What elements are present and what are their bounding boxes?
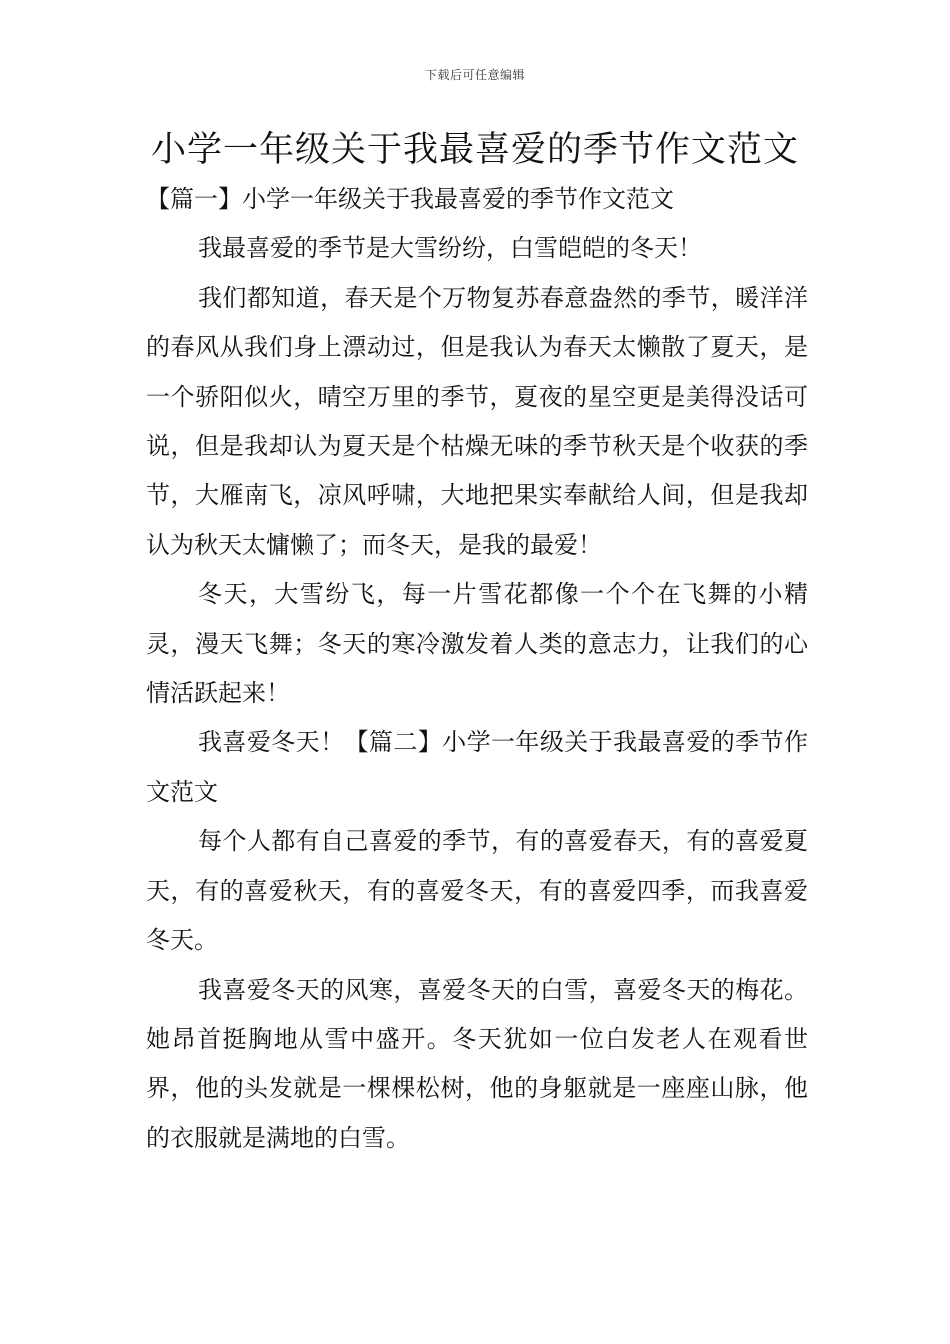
paragraph: 我喜爱冬天的风寒，喜爱冬天的白雪，喜爱冬天的梅花。她昂首挺胸地从雪中盛开。冬天犹如一位白发老人在观看世界，他的头发就是一棵棵松树，他的身躯就是一座座山脉，他的衣服就是满地的白雪。: [146, 975, 808, 1152]
document-title: 小学一年级关于我最喜爱的季节作文范文: [150, 130, 799, 170]
paragraph: 我最喜爱的季节是大雪纷纷，白雪皑皑的冬天！: [198, 234, 702, 263]
paragraph: 我喜爱冬天！【篇二】小学一年级关于我最喜爱的季节作文范文: [146, 728, 808, 806]
header-note: 下载后可任意编辑: [424, 68, 525, 82]
paragraph: 每个人都有自己喜爱的季节，有的喜爱春天，有的喜爱夏天，有的喜爱秋天，有的喜爱冬天，有的喜爱四季，而我喜爱冬天。: [146, 827, 808, 955]
document-body: [146, 175, 808, 1163]
paragraph: 冬天，大雪纷飞，每一片雪花都像一个个在飞舞的小精灵，漫天飞舞；冬天的寒冷激发着人类的意志力，让我们的心情活跃起来！: [146, 580, 808, 708]
paragraph: 我们都知道，春天是个万物复苏春意盎然的季节，暖洋洋的春风从我们身上漂动过，但是我认为春天太懒散了夏天，是一个骄阳似火，晴空万里的季节，夏夜的星空更是美得没话可说，但是我却认为夏天是个枯燥无味的季节秋天是个收获的季节，大雁南飞，凉风呼啸，大地把果实奉献给人间，但是我却认为秋天太慵懒了；而冬天，是我的最爱！: [146, 283, 808, 559]
section-one-heading: 【篇一】小学一年级关于我最喜爱的季节作文范文: [146, 185, 674, 213]
